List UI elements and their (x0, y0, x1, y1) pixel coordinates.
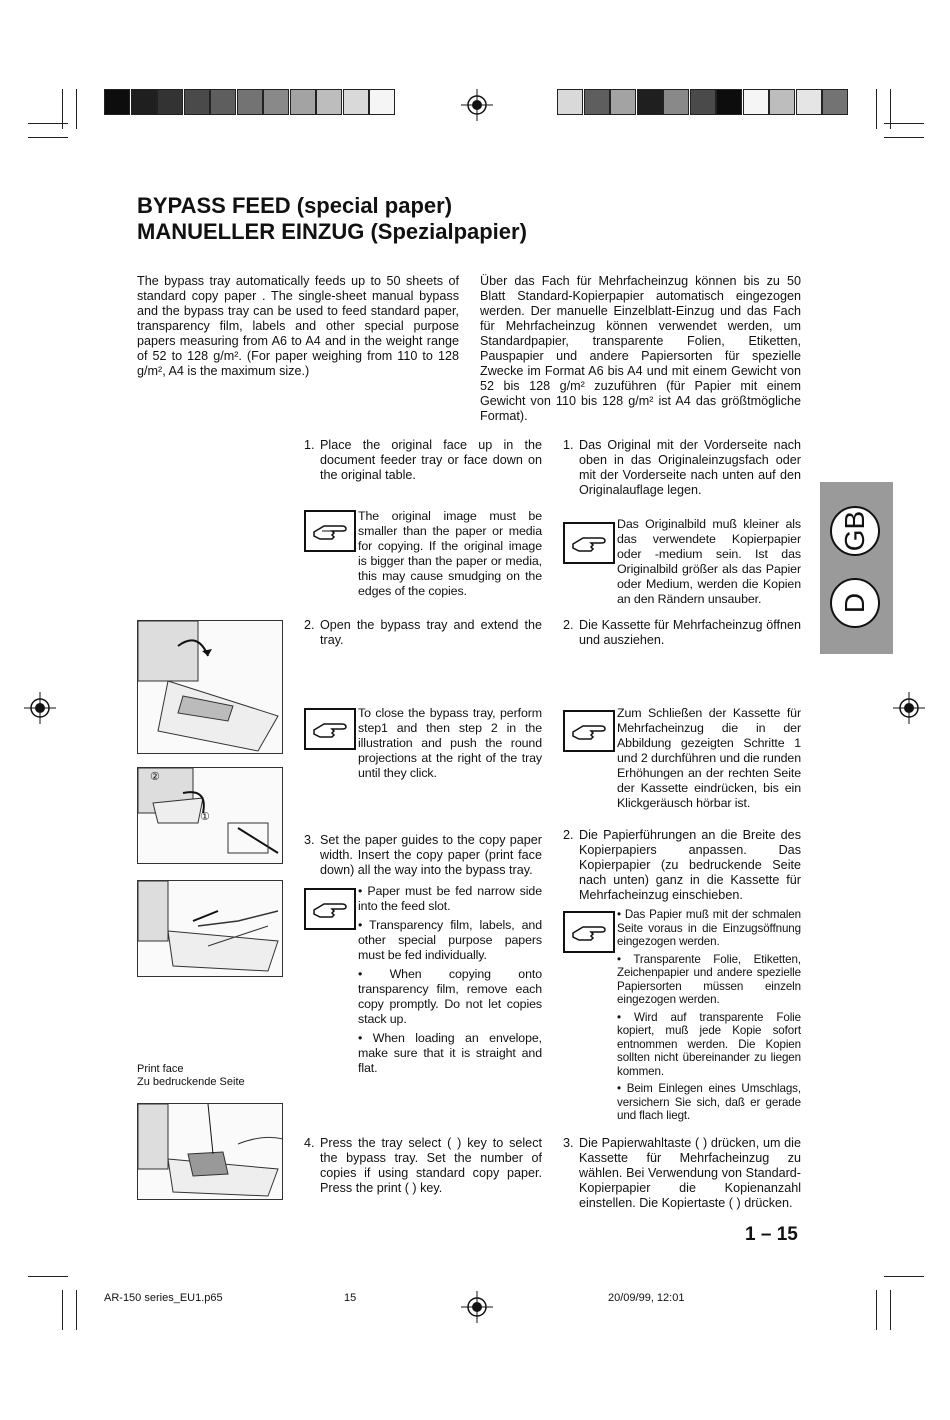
illustration-open-tray (137, 620, 283, 754)
language-tab (820, 482, 893, 654)
crop-mark (28, 1276, 68, 1277)
pointing-hand-icon (571, 530, 607, 556)
note-en-3 (358, 884, 542, 1080)
illustration-close-tray (137, 767, 283, 864)
step-number: 2. (304, 618, 315, 632)
step-text: Open the bypass tray and extend the tray. (320, 618, 542, 647)
print-face-caption (137, 1063, 245, 1089)
color-swatch (557, 89, 583, 115)
footer-page: 15 (344, 1292, 357, 1304)
note-de-1: Das Originalbild muß kleiner als das verwendete Kopierpapier oder -medium sein. Ist das Originalbild größer als das Papier oder Medium, werden die Kopien an den Rändern unsauber. (617, 517, 801, 606)
pointing-hand-icon (312, 716, 348, 742)
registration-mark-bottom (461, 1291, 493, 1323)
intro-en: The bypass tray automatically feeds up to 50 sheets of standard copy paper . The single-sheet manual bypass and the bypass tray can be used to feed standard paper, transparency film, labels and other special purpose papers measuring from A6 to A4 and in the weight range of 52 to 128 g/m². (For paper weighing from 110 to 128 g/m², A4 is the maximum size.) (137, 274, 459, 378)
crop-mark (28, 123, 68, 124)
step-number: 3. (304, 833, 315, 847)
note-bullet: • When loading an envelope, make sure that it is straight and flat. (358, 1031, 542, 1075)
note-en-2: To close the bypass tray, perform step1 and then step 2 in the illustration and push the round projections at the right of the tray until they click. (358, 706, 542, 780)
step-text: Die Papierwahltaste ( ) drücken, um die Kassette für Mehrfacheinzug zu wählen. Bei Verwendung von Standard-Kopierpapier die Kopienanzahl einstellen. Die Kopiertaste ( ) drücken. (579, 1136, 801, 1210)
crop-mark (884, 123, 924, 124)
note-bullet: • Beim Einlegen eines Umschlags, versichern Sie sich, daß er gerade und flach liegt. (617, 1082, 801, 1122)
crop-mark (28, 137, 68, 138)
color-swatch (663, 89, 689, 115)
color-swatch (369, 89, 395, 115)
note-bullet: • Paper must be fed narrow side into the feed slot. (358, 884, 542, 913)
note-bullet: • Wird auf transparente Folie kopiert, muß jede Kopie sofort entnommen werden. Die Kopien sollten nicht übereinander zu liegen kommen. (617, 1010, 801, 1078)
step-de-1 (563, 438, 801, 498)
note-bullet: • When copying onto transparency film, remove each copy promptly. Do not let copies stack up. (358, 967, 542, 1026)
step-number: 4. (304, 1136, 315, 1150)
crop-mark (890, 1290, 891, 1330)
color-swatch (157, 89, 183, 115)
step-number: 1. (304, 438, 315, 452)
color-swatch (716, 89, 742, 115)
step-en-1 (304, 438, 542, 483)
color-swatch (610, 89, 636, 115)
crop-mark (884, 1276, 924, 1277)
color-swatch (343, 89, 369, 115)
color-swatch (769, 89, 795, 115)
crop-mark (876, 1290, 877, 1330)
step-de-2 (563, 618, 801, 648)
page-number: 1 – 15 (745, 1224, 798, 1245)
note-icon-box (563, 911, 615, 953)
crop-mark (62, 1290, 63, 1330)
caption-de: Zu bedruckende Seite (137, 1076, 245, 1088)
copier-print-face-drawing (138, 1104, 283, 1200)
step-text: Press the tray select ( ) key to select the bypass tray. Set the number of copies if using standard copy paper. Press the print ( ) key. (320, 1136, 542, 1195)
page-title-en: BYPASS FEED (special paper) (137, 193, 453, 218)
note-en-1: The original image must be smaller than the paper or media for copying. If the original image is bigger than the paper or media, this may cause smudging on the edges of the copies. (358, 509, 542, 598)
note-icon-box (304, 708, 356, 750)
color-swatch (822, 89, 848, 115)
color-swatch (263, 89, 289, 115)
color-swatch (690, 89, 716, 115)
footer-date: 20/09/99, 12:01 (608, 1292, 685, 1304)
note-icon-box (304, 888, 356, 930)
color-swatch (237, 89, 263, 115)
note-bullet: • Transparente Folie, Etiketten, Zeichenpapier und andere spezielle Papiersorten müssen einzeln eingezogen werden. (617, 952, 801, 1006)
step-en-3 (304, 833, 542, 878)
note-de-3 (617, 908, 801, 1127)
note-bullet: • Das Papier muß mit der schmalen Seite voraus in die Einzugsöffnung eingezogen werden. (617, 908, 801, 948)
color-swatch (131, 89, 157, 115)
illustration-label-1: ① (200, 811, 210, 823)
step-en-4 (304, 1136, 542, 1196)
crop-mark (76, 89, 77, 129)
note-icon-box (304, 510, 356, 552)
caption-en: Print face (137, 1063, 184, 1075)
color-swatch (316, 89, 342, 115)
step-de-4 (563, 1136, 801, 1211)
pointing-hand-icon (571, 718, 607, 744)
lang-circle-de (830, 578, 880, 628)
copier-insert-paper-drawing (138, 881, 283, 977)
page-title-de: MANUELLER EINZUG (Spezialpapier) (137, 219, 527, 244)
step-text: Die Kassette für Mehrfacheinzug öffnen und ausziehen. (579, 618, 801, 647)
note-de-2: Zum Schließen der Kassette für Mehrfacheinzug die in der Abbildung gezeigten Schritte 1 und 2 durchführen und die runden Erhöhungen an der rechten Seite der Kassette eindrücken, bis ein Klickgeräusch hörbar ist. (617, 706, 801, 810)
step-text: Set the paper guides to the copy paper width. Insert the copy paper (print face down) all the way into the bypass tray. (320, 833, 542, 877)
step-text: Das Original mit der Vorderseite nach oben in das Originaleinzugsfach oder mit der Vorderseite nach unten auf den Originalauflage legen. (579, 438, 801, 497)
step-en-2 (304, 618, 542, 648)
color-swatch (743, 89, 769, 115)
step-de-3 (563, 828, 801, 903)
step-text: Place the original face up in the document feeder tray or face down on the original table. (320, 438, 542, 482)
note-icon-box (563, 522, 615, 564)
registration-mark-right (893, 692, 925, 724)
step-number: 2. (563, 618, 574, 632)
pointing-hand-icon (312, 896, 348, 922)
step-number: 3. (563, 1136, 574, 1150)
crop-mark (876, 89, 877, 129)
copier-open-tray-drawing (138, 621, 283, 754)
step-number: 1. (563, 438, 574, 452)
color-swatch (290, 89, 316, 115)
color-swatch (184, 89, 210, 115)
note-icon-box (563, 710, 615, 752)
color-swatch (584, 89, 610, 115)
intro-de: Über das Fach für Mehrfacheinzug können bis zu 50 Blatt Standard-Kopierpapier automatisch eingezogen werden. Der manuelle Einzelblatt-Einzug und das Fach für Mehrfacheinzug können verwendet werden, um Standardpapier, transparente Folien, Etiketten, Pauspapier und andere Papiersorten für spezielle Zwecke im Format A6 bis A4 und mit einem Gewicht von 52 bis 128 g/m² zuzuführen (für Papier mit einem Gewicht von 110 bis 128 g/m² ist A4 das größtmögliche Format). (480, 274, 801, 423)
registration-mark-left (24, 692, 56, 724)
step-number: 2. (563, 828, 574, 842)
lang-circle-gb (830, 506, 880, 556)
registration-mark-top (461, 89, 493, 121)
step-text: Die Papierführungen an die Breite des Kopierpapiers anpassen. Das Kopierpapier (zu bedruckende Seite nach unten) ganz in die Kassette für Mehrfacheinzug einschieben. (579, 828, 801, 902)
pointing-hand-icon (312, 518, 348, 544)
illustration-label-2: ② (150, 771, 160, 783)
note-bullet: • Transparency film, labels, and other special purpose papers must be fed individually. (358, 918, 542, 962)
illustration-print-face (137, 1103, 283, 1200)
color-swatch (104, 89, 130, 115)
color-swatch (796, 89, 822, 115)
lang-label-de: D (839, 592, 870, 614)
color-swatch (637, 89, 663, 115)
color-swatch (210, 89, 236, 115)
pointing-hand-icon (571, 919, 607, 945)
footer-file: AR-150 series_EU1.p65 (104, 1292, 223, 1304)
crop-mark (76, 1290, 77, 1330)
illustration-insert-paper (137, 880, 283, 977)
crop-mark (884, 137, 924, 138)
lang-label-gb: GB (839, 510, 870, 552)
